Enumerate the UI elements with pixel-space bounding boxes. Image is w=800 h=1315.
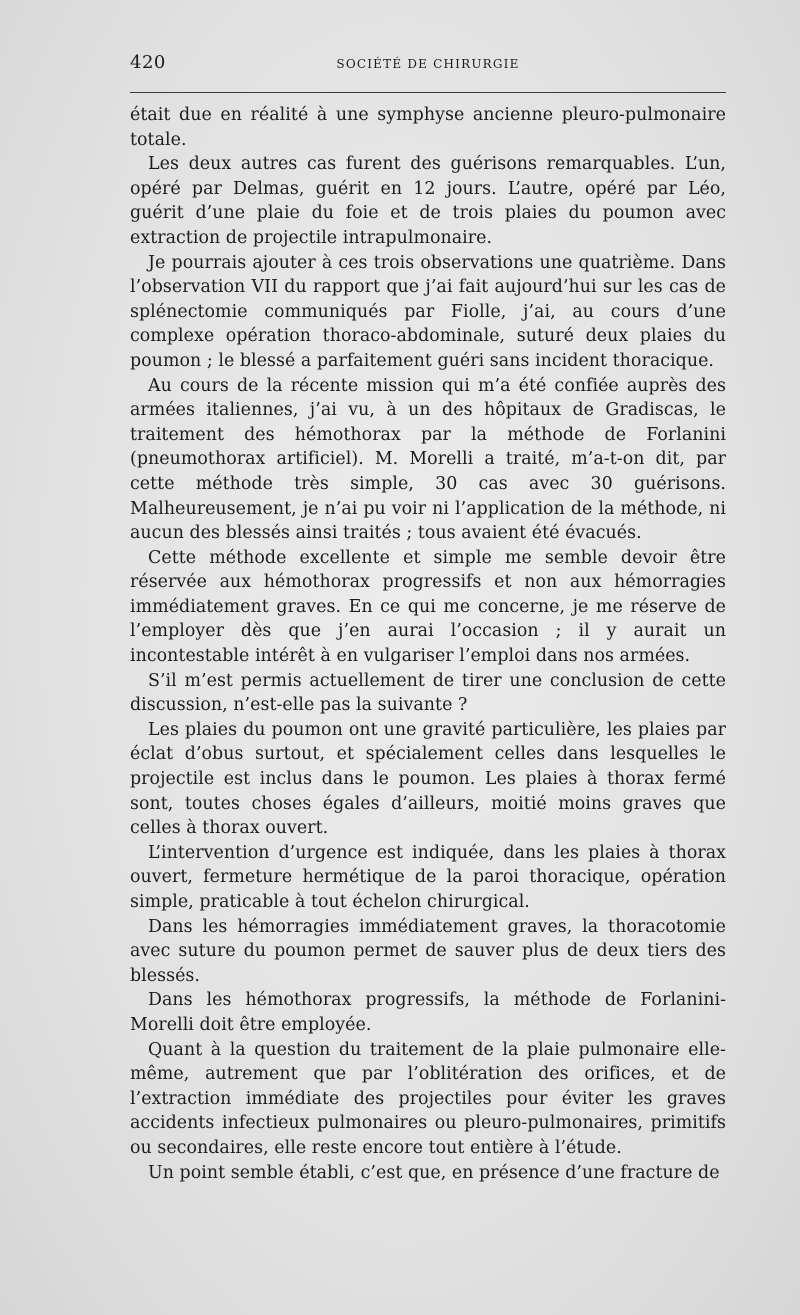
paragraph: Dans les hémothorax progressifs, la méthode de Forlanini-Morelli doit être employée. [130, 990, 726, 1035]
paragraph: Cette méthode excellente et simple me semble devoir être réservée aux hémothorax progressifs et non aux hémorragies immédiatement graves. En ce qui me concerne, je me réserve de l’employer dès que j’en aurai l’occasion ; il y aurait un incontestable intérêt à en vulgariser l’emploi dans nos armées. [130, 547, 726, 667]
header-rule [130, 92, 726, 93]
running-title: SOCIÉTÉ DE CHIRURGIE [336, 57, 520, 71]
paragraph: Je pourrais ajouter à ces trois observations une quatrième. Dans l’observation VII du rapport que j’ai fait aujourd’hui sur les cas de splénectomie communiqués par Fiolle, j’ai, au cours d’une complexe opération thoraco-abdominale, suturé deux plaies du poumon ; le blessé a parfaitement guéri sans incident thoracique. [130, 252, 726, 371]
paragraph: Au cours de la récente mission qui m’a été confiée auprès des armées italiennes, j’ai vu, à un des hôpitaux de Gradiscas, le traitement des hémothorax par la méthode de Forlanini (pneumothorax artificiel). M. Morelli a traité, m’a-t-on dit, par cette méthode très simple, 30 cas avec 30 guérisons. Malheureusement, je n’ai pu voir ni l’application de la méthode, ni aucun des blessés ainsi traités ; tous avaient été évacués. [130, 375, 726, 544]
paragraph: L’intervention d’urgence est indiquée, dans les plaies à thorax ouvert, fermeture hermétique de la paroi thoracique, opération simple, praticable à tout échelon chirurgical. [130, 842, 726, 912]
paragraph: S’il m’est permis actuellement de tirer une conclusion de cette discussion, n’est-elle pas la suivante ? [130, 670, 726, 716]
body-text [130, 103, 726, 1185]
paragraph: Un point semble établi, c’est que, en présence d’une fracture de [148, 1162, 720, 1183]
paragraph: Dans les hémorragies immédiatement graves, la thoracotomie avec suture du poumon permet de sauver plus de deux tiers des blessés. [130, 916, 726, 986]
paragraph: Les deux autres cas furent des guérisons remarquables. L’un, opéré par Delmas, guérit en 12 jours. L’autre, opéré par Léo, guérit d’une plaie du foie et de trois plaies du poumon avec extraction de projectile intrapulmonaire. [130, 154, 726, 248]
paragraph: était due en réalité à une symphyse ancienne pleuro-pulmonaire totale. [130, 105, 726, 150]
paragraph: Quant à la question du traitement de la plaie pulmonaire elle-même, autrement que par l’oblitération des orifices, et de l’extraction immédiate des projectiles pour éviter les graves accidents infectieux pulmonaires ou pleuro-pulmonaires, primitifs ou secondaires, elle reste encore tout entière à l’étude. [130, 1039, 726, 1158]
page-header [130, 52, 726, 76]
paragraph: Les plaies du poumon ont une gravité particulière, les plaies par éclat d’obus surtout, et spécialement celles dans lesquelles le projectile est inclus dans le poumon. Les plaies à thorax fermé sont, toutes choses égales d’ailleurs, moitié moins graves que celles à thorax ouvert. [130, 719, 726, 839]
page-number: 420 [130, 52, 166, 73]
